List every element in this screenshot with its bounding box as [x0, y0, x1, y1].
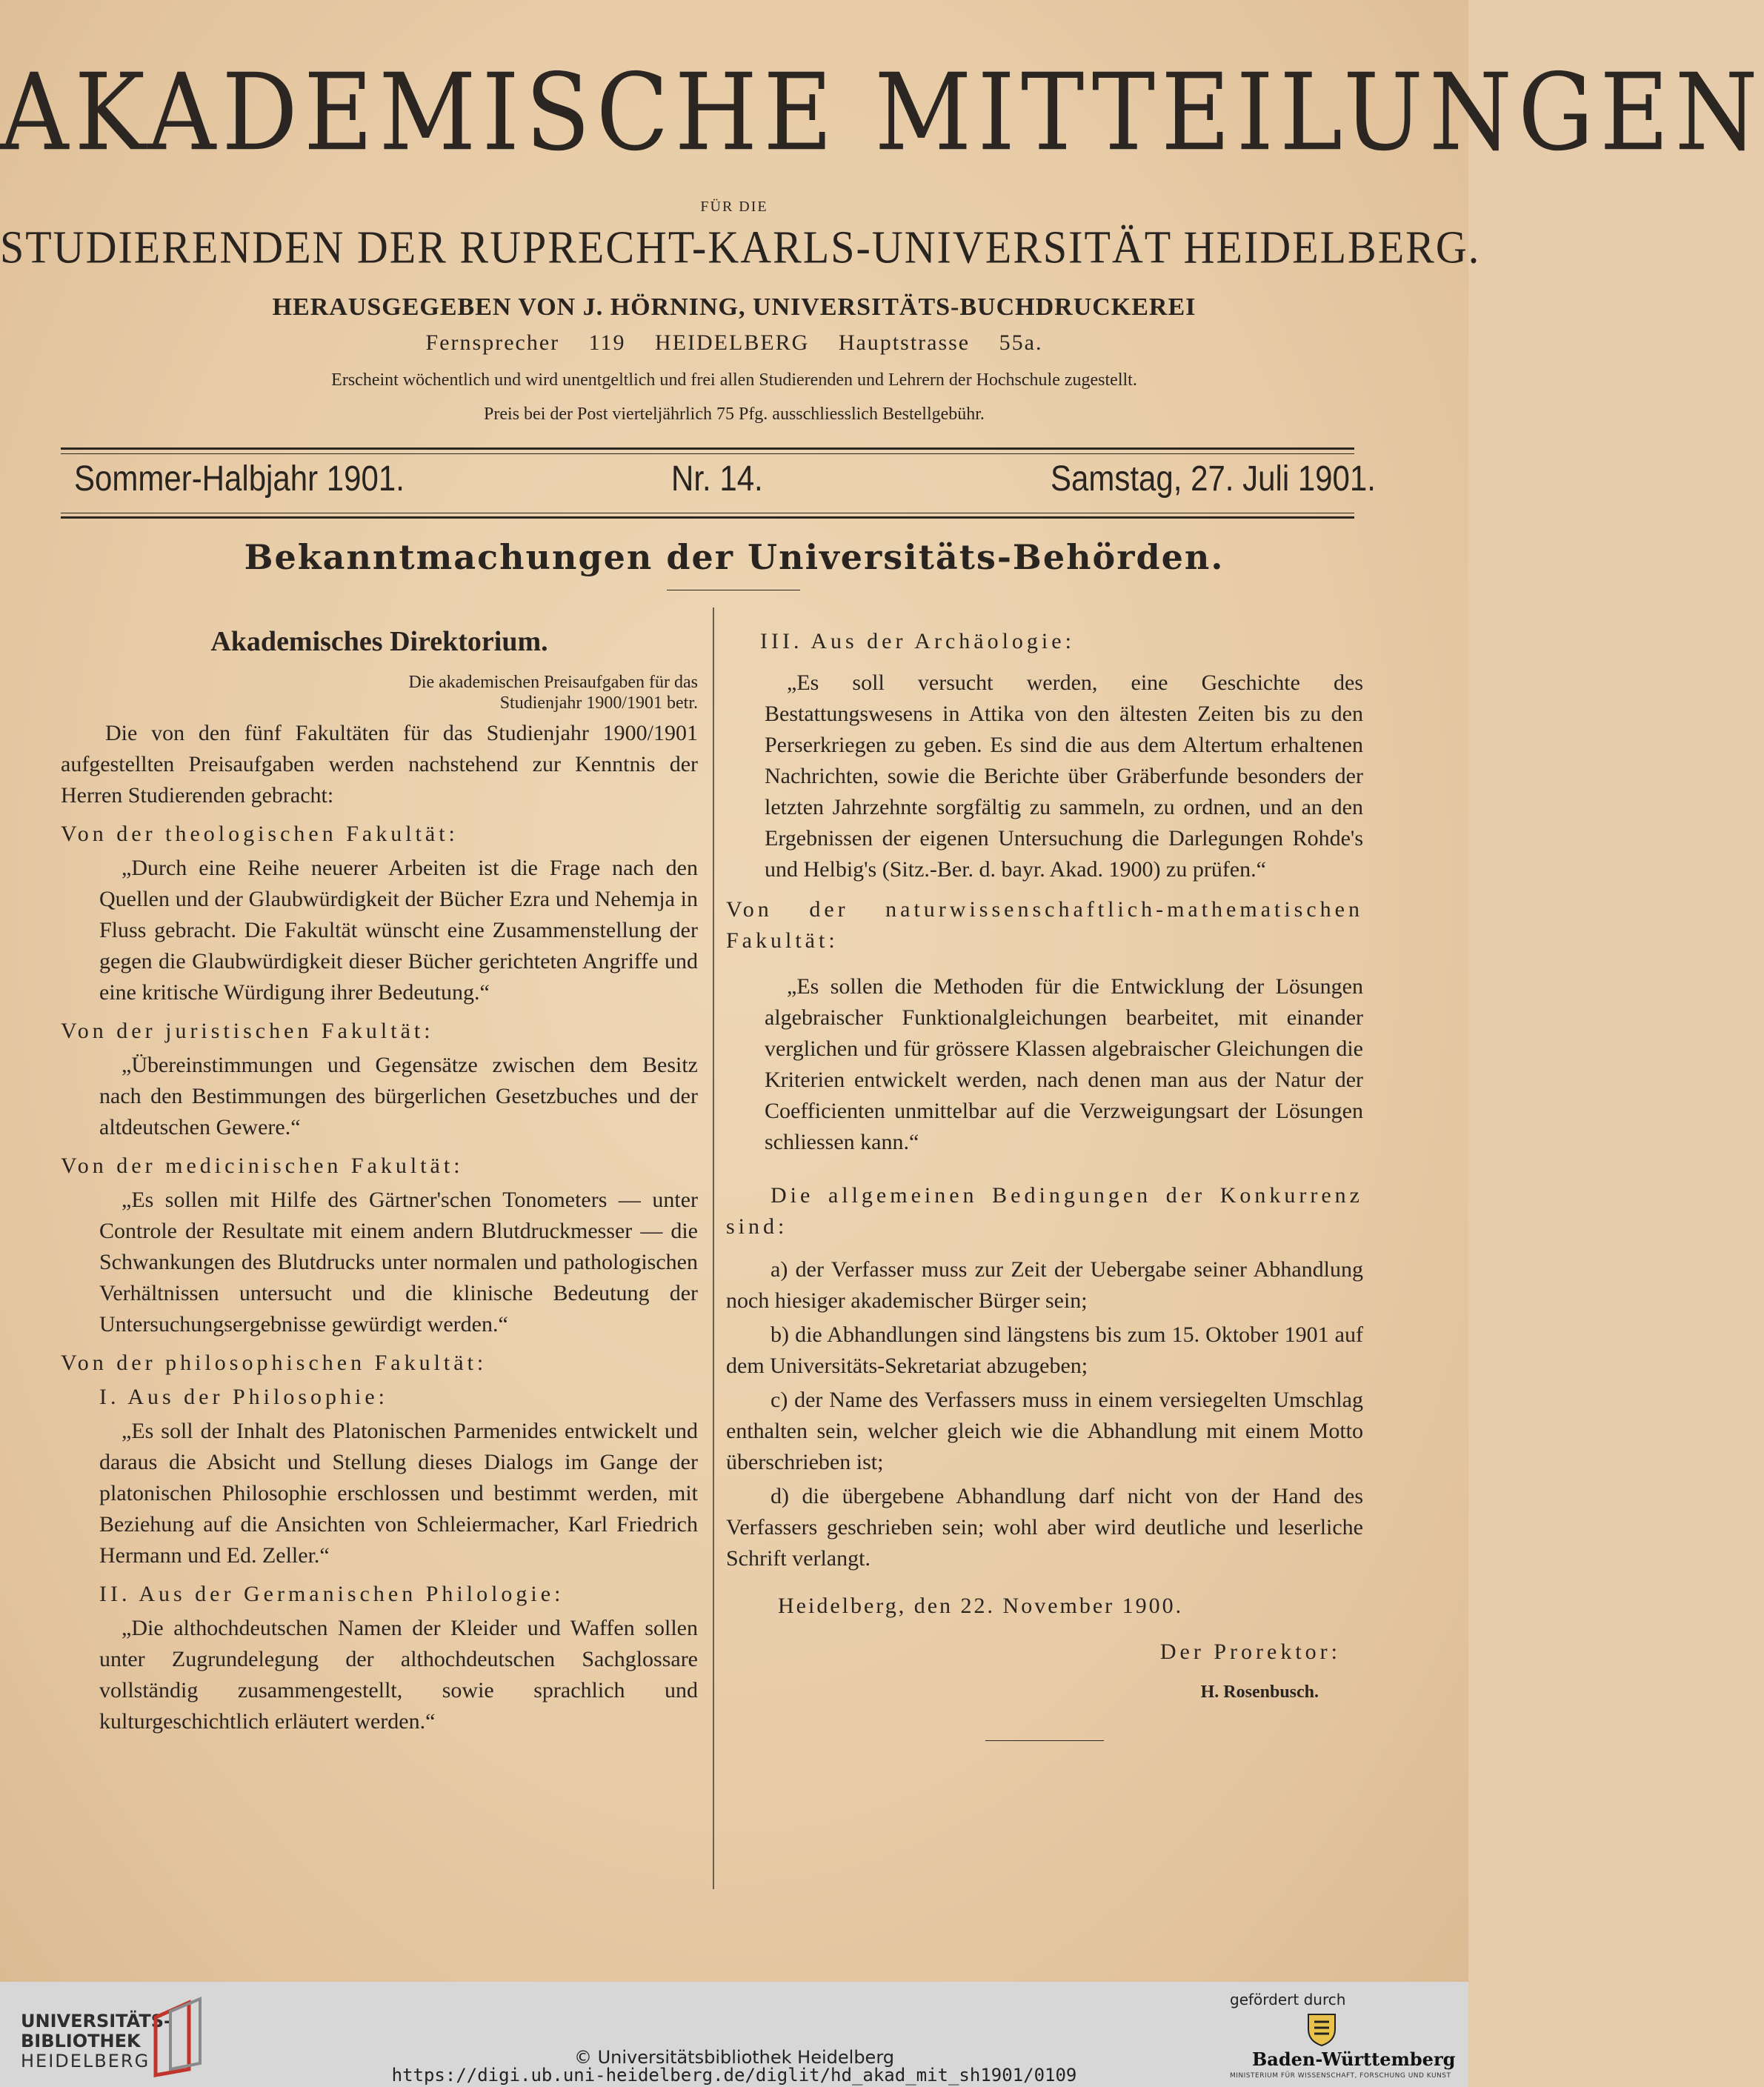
science-text: „Es sollen die Methoden für die Entwicklung der Lösungen algebraischer Funktionalgleichungen bearbeitet, mit einander verglichen und für grössere Klassen algebraischer Gleichungen die Kriterien entwickelt werden, nach denen man aus der Natur der Coefficienten unmittelbar auf die Verzweigungsart der Lösungen schliessen kann.“ [765, 974, 1363, 1154]
theology-text: „Durch eine Reihe neuerer Arbeiten ist die Frage nach den Quellen und der Glaubwürdigkeit der Bücher Ezra und Nehemja in Fluss gebracht. Die Fakultät wünscht eine Zusammenstellung der gegen die Glaubwürdigkeit dieser Bücher gerichteten Angriffe und eine kritische Würdigung ihrer Bedeutung.“ [99, 856, 698, 1005]
law-text: „Übereinstimmungen und Gegensätze zwischen dem Besitz nach den Bestimmungen des bürgerlichen Gesetzbuches und der altdeutschen Gewere.“ [99, 1053, 698, 1139]
right-column [726, 626, 1363, 1708]
column-divider [713, 608, 714, 1889]
condition-b: b) die Abhandlungen sind längstens bis zum 15. Oktober 1901 auf dem Universitäts-Sekretariat abzugeben; [726, 1322, 1363, 1378]
intro-paragraph: Die von den fünf Fakultäten für das Studienjahr 1900/1901 aufgestellten Preisaufgaben werden nachstehend zur Kenntnis der Herren Studierenden gebracht: [61, 721, 698, 808]
place-date: Heidelberg, den 22. November 1900. [778, 1594, 1184, 1618]
issue-date: Samstag, 27. Juli 1901. [1051, 458, 1376, 499]
sponsor-subtitle: MINISTERIUM FÜR WISSENSCHAFT, FORSCHUNG UND KUNST [1230, 2072, 1451, 2080]
philosophy-heading: Von der philosophischen Fakultät: [61, 1351, 487, 1375]
library-name-line3: HEIDELBERG [21, 2051, 150, 2071]
law-heading: Von der juristischen Fakultät: [61, 1019, 434, 1043]
prize-note [61, 672, 698, 713]
medicine-text: „Es sollen mit Hilfe des Gärtner'schen Tonometers — unter Controle der Resultate mit einem andern Blutdruckmesser — die Schwankungen des Blutdrucks unter normalen und pathologischen Verhältnissen untersucht und die klinische Bedeutung der Untersuchungsergebnisse gewürdigt werden.“ [99, 1188, 698, 1337]
philosophy-sub1-heading: I. Aus der Philosophie: [99, 1385, 388, 1409]
philosophy-sub2-text: „Die althochdeutschen Namen der Kleider und Waffen sollen unter Zugrundelegung der althochdeutschen Sachglossare vollständig zusammengestellt, sowie sprachlich und kulturgeschichtlich erläutert werden.“ [99, 1616, 698, 1734]
funded-by-label: gefördert durch [1230, 1991, 1346, 2008]
library-name-line1: UNIVERSITÄTS- [21, 2011, 172, 2031]
top-rule-thin [61, 453, 1354, 454]
signer-name: H. Rosenbusch. [1200, 1682, 1319, 1702]
distribution-notice: Erscheint wöchentlich und wird unentgeltlich und frei allen Studierenden und Lehrern der Hochschule zugestellt. [331, 370, 1137, 390]
philosophy-sub1-text: „Es soll der Inhalt des Platonischen Parmenides entwickelt und daraus die Absicht und Stellung dieses Dialogs im Gange der platonischen Philosophie erschlossen und bestimmt werden, mit Beziehung auf die Ansichten von Schleiermacher, Karl Friedrich Hermann und Ed. Zeller.“ [99, 1419, 698, 1568]
masthead-title: AKADEMISCHE MITTEILUNGEN [0, 51, 1764, 175]
source-url[interactable]: https://digi.ub.uni-heidelberg.de/diglit/hd_akad_mit_sh1901/0109 [391, 2065, 1077, 2086]
digitization-footer [0, 1982, 1468, 2087]
copyright-text: © Universitätsbibliothek Heidelberg [573, 2047, 894, 2068]
left-column [61, 619, 698, 1737]
philosophy-sub2-heading: II. Aus der Germanischen Philologie: [99, 1582, 565, 1606]
issue-number: Nr. 14. [671, 458, 763, 499]
issue-rule-thick [61, 516, 1354, 519]
top-rule-thick [61, 447, 1354, 450]
prize-note-text: Die akademischen Preisaufgaben für das Studienjahr 1900/1901 betr. [408, 673, 698, 713]
direktorium-heading: Akademisches Direktorium. [210, 626, 548, 657]
theology-heading: Von der theologischen Fakultät: [61, 822, 459, 846]
medicine-heading: Von der medicinischen Fakultät: [61, 1154, 464, 1178]
price-notice: Preis bei der Post vierteljährlich 75 Pfg. ausschliesslich Bestellgebühr. [484, 405, 985, 424]
condition-d: d) die übergebene Abhandlung darf nicht von der Hand des Verfassers geschrieben sein; wohl aber wird deutliche und leserliche Schrift verlangt. [726, 1484, 1363, 1571]
science-heading: Von der naturwissenschaftlich-mathematischen Fakultät: [726, 897, 1363, 953]
publisher-line: HERAUSGEGEBEN VON J. HÖRNING, UNIVERSITÄTS-BUCHDRUCKEREI [272, 293, 1196, 321]
state-coat-of-arms-icon [1304, 2010, 1339, 2047]
contact-line: Fernsprecher 119 HEIDELBERG Hauptstrasse 55a. [425, 330, 1043, 355]
archaeology-text: „Es soll versucht werden, eine Geschichte des Bestattungswesens in Attika von den ältesten Zeiten bis zu den Perserkriegen zu geben. Es sind die aus dem Altertum erhaltenen Nachrichten, sowie die Berichte über Gräberfunde besonders der letzten Jahrzehnte sorgfältig zu sammeln, zu ordnen, und an den Ergebnissen der eigenen Untersuchung die Darlegungen Rohde's und Helbig's (Sitz.-Ber. d. bayr. Akad. 1900) zu prüfen.“ [765, 670, 1363, 882]
closing-rule [985, 1740, 1104, 1741]
condition-a: a) der Verfasser muss zur Zeit der Uebergabe seiner Abhandlung noch hiesiger akademischer Bürger sein; [726, 1257, 1363, 1313]
masthead-fuer-die: FÜR DIE [700, 199, 768, 215]
conditions-intro: Die allgemeinen Bedingungen der Konkurrenz sind: [726, 1183, 1363, 1239]
signer-title: Der Prorektor: [1159, 1640, 1341, 1664]
issue-semester: Sommer-Halbjahr 1901. [74, 458, 405, 499]
masthead-subtitle: STUDIERENDEN DER RUPRECHT-KARLS-UNIVERSITÄT HEIDELBERG. [0, 221, 1481, 273]
sponsor-name: Baden-Württemberg [1252, 2048, 1456, 2070]
archaeology-heading: III. Aus der Archäologie: [760, 629, 1075, 653]
library-name-line2: BIBLIOTHEK [21, 2031, 141, 2051]
section-heading: Bekanntmachungen der Universitäts-Behörden. [244, 537, 1225, 577]
condition-c: c) der Name des Verfassers muss in einem versiegelten Umschlag enthalten sein, welcher gleich wie die Abhandlung mit einem Motto überschrieben ist; [726, 1388, 1363, 1474]
